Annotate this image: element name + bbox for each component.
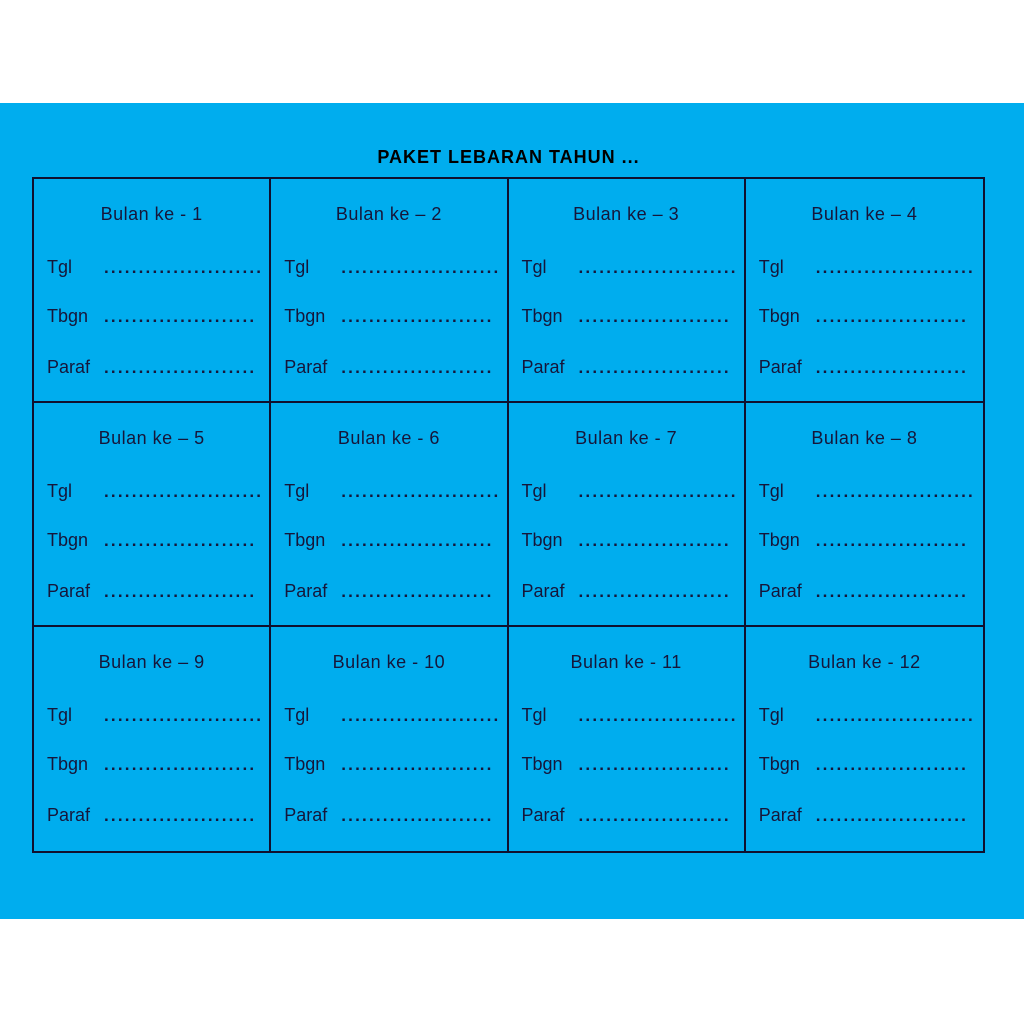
months-table [32, 177, 985, 853]
paraf-row [284, 578, 498, 605]
tgl-label: Tgl [758, 481, 784, 501]
tbgn-dots: ...................... [815, 531, 969, 550]
tgl-dots: ....................... [815, 706, 975, 725]
tgl-label: Tgl [284, 481, 310, 501]
paraf-label: Paraf [284, 805, 328, 825]
month-cell-6 [271, 403, 508, 627]
tgl-dots: ....................... [341, 482, 501, 501]
tbgn-row [47, 303, 261, 330]
paraf-label: Paraf [758, 805, 802, 825]
tgl-row [759, 702, 975, 729]
month-cell-11 [509, 627, 746, 851]
month-cell-header: Bulan ke – 3 [573, 204, 680, 224]
paraf-row [759, 354, 975, 381]
month-cell-header: Bulan ke – 4 [811, 204, 918, 224]
paraf-dots: ...................... [104, 582, 257, 601]
month-cell-header: Bulan ke - 6 [337, 428, 440, 448]
tgl-dots: ....................... [341, 258, 501, 277]
tgl-dots: ....................... [578, 482, 738, 501]
tbgn-row [522, 303, 736, 330]
tbgn-label: Tbgn [758, 530, 800, 550]
paraf-label: Paraf [521, 805, 565, 825]
tbgn-row [522, 527, 736, 554]
month-cell-3 [509, 179, 746, 403]
tbgn-dots: ...................... [104, 531, 257, 550]
paraf-dots: ...................... [815, 358, 969, 377]
month-cell-header: Bulan ke – 8 [811, 428, 918, 448]
paraf-row [284, 802, 498, 829]
tbgn-dots: ...................... [104, 307, 257, 326]
month-cell-7 [509, 403, 746, 627]
tgl-label: Tgl [521, 481, 547, 501]
paraf-row [47, 802, 261, 829]
tbgn-dots: ...................... [578, 755, 731, 774]
paraf-label: Paraf [47, 581, 91, 601]
tgl-dots: ....................... [815, 482, 975, 501]
tbgn-row [284, 751, 498, 778]
month-cell-header: Bulan ke - 10 [332, 652, 446, 672]
tbgn-label: Tbgn [284, 754, 326, 774]
tgl-dots: ....................... [341, 706, 501, 725]
month-cell-header: Bulan ke – 5 [98, 428, 205, 448]
tgl-label: Tgl [758, 705, 784, 725]
paraf-label: Paraf [284, 357, 328, 377]
paraf-label: Paraf [521, 357, 565, 377]
tgl-row [47, 702, 264, 729]
tgl-label: Tgl [521, 705, 547, 725]
paraf-row [759, 578, 975, 605]
tgl-row [522, 254, 736, 281]
paraf-label: Paraf [758, 357, 802, 377]
month-cell-header: Bulan ke – 9 [98, 652, 205, 672]
tgl-row [47, 254, 264, 281]
month-cell-header: Bulan ke – 2 [335, 204, 442, 224]
tgl-row [47, 478, 264, 505]
month-cell-9 [34, 627, 271, 851]
paraf-label: Paraf [284, 581, 328, 601]
tbgn-row [759, 527, 975, 554]
tgl-row [759, 254, 975, 281]
tgl-row [759, 478, 975, 505]
month-cell-header: Bulan ke - 12 [808, 652, 921, 672]
month-cell-header: Bulan ke - 11 [570, 652, 682, 672]
paraf-dots: ...................... [341, 358, 494, 377]
tbgn-dots: ...................... [341, 531, 494, 550]
paraf-row [522, 578, 736, 605]
tbgn-dots: ...................... [815, 755, 969, 774]
tgl-dots: ....................... [578, 706, 738, 725]
paraf-row [522, 354, 736, 381]
tgl-label: Tgl [47, 257, 73, 277]
paraf-label: Paraf [47, 805, 91, 825]
tgl-label: Tgl [758, 257, 784, 277]
tgl-label: Tgl [47, 481, 73, 501]
tbgn-dots: ...................... [578, 531, 731, 550]
tbgn-label: Tbgn [758, 754, 800, 774]
paraf-label: Paraf [758, 581, 802, 601]
paraf-dots: ...................... [104, 358, 257, 377]
tgl-row [284, 254, 501, 281]
paraf-row [522, 802, 736, 829]
tbgn-row [47, 527, 261, 554]
tbgn-label: Tbgn [47, 306, 89, 326]
tgl-dots: ....................... [815, 258, 975, 277]
paraf-dots: ...................... [815, 806, 969, 825]
paraf-row [759, 802, 975, 829]
tbgn-dots: ...................... [578, 307, 731, 326]
tgl-dots: ....................... [578, 258, 738, 277]
tgl-row [522, 702, 736, 729]
month-cell-2 [271, 179, 508, 403]
tgl-dots: ....................... [104, 258, 264, 277]
month-cell-4 [746, 179, 983, 403]
tgl-dots: ....................... [104, 706, 264, 725]
month-cell-1 [34, 179, 271, 403]
tbgn-label: Tbgn [47, 530, 89, 550]
month-cell-12 [746, 627, 983, 851]
tbgn-label: Tbgn [284, 306, 326, 326]
tbgn-row [47, 751, 261, 778]
tbgn-label: Tbgn [758, 306, 800, 326]
tbgn-dots: ...................... [104, 755, 257, 774]
tgl-label: Tgl [521, 257, 547, 277]
tbgn-row [284, 527, 498, 554]
tgl-label: Tgl [47, 705, 73, 725]
paraf-dots: ...................... [578, 582, 731, 601]
tbgn-row [759, 303, 975, 330]
paraf-row [47, 354, 261, 381]
tbgn-dots: ...................... [815, 307, 969, 326]
tbgn-label: Tbgn [521, 754, 563, 774]
tgl-dots: ....................... [104, 482, 264, 501]
month-cell-header: Bulan ke - 7 [575, 428, 678, 448]
card-title: PAKET LEBARAN TAHUN ... [377, 147, 640, 167]
tgl-label: Tgl [284, 257, 310, 277]
paraf-row [284, 354, 498, 381]
tbgn-dots: ...................... [341, 307, 494, 326]
tbgn-label: Tbgn [521, 530, 563, 550]
tbgn-row [759, 751, 975, 778]
paraf-dots: ...................... [578, 806, 731, 825]
tgl-row [284, 478, 501, 505]
paraf-row [47, 578, 261, 605]
month-cell-10 [271, 627, 508, 851]
tbgn-label: Tbgn [284, 530, 326, 550]
month-cell-5 [34, 403, 271, 627]
tgl-row [284, 702, 501, 729]
paraf-dots: ...................... [341, 806, 494, 825]
tgl-label: Tgl [284, 705, 310, 725]
payment-card [0, 103, 1024, 919]
paraf-dots: ...................... [815, 582, 969, 601]
tgl-row [522, 478, 736, 505]
month-cell-header: Bulan ke - 1 [100, 204, 203, 224]
tbgn-label: Tbgn [47, 754, 89, 774]
tbgn-row [284, 303, 498, 330]
month-cell-8 [746, 403, 983, 627]
tbgn-dots: ...................... [341, 755, 494, 774]
paraf-label: Paraf [47, 357, 91, 377]
paraf-dots: ...................... [341, 582, 494, 601]
paraf-dots: ...................... [104, 806, 257, 825]
paraf-label: Paraf [521, 581, 565, 601]
tbgn-label: Tbgn [521, 306, 563, 326]
tbgn-row [522, 751, 736, 778]
paraf-dots: ...................... [578, 358, 731, 377]
